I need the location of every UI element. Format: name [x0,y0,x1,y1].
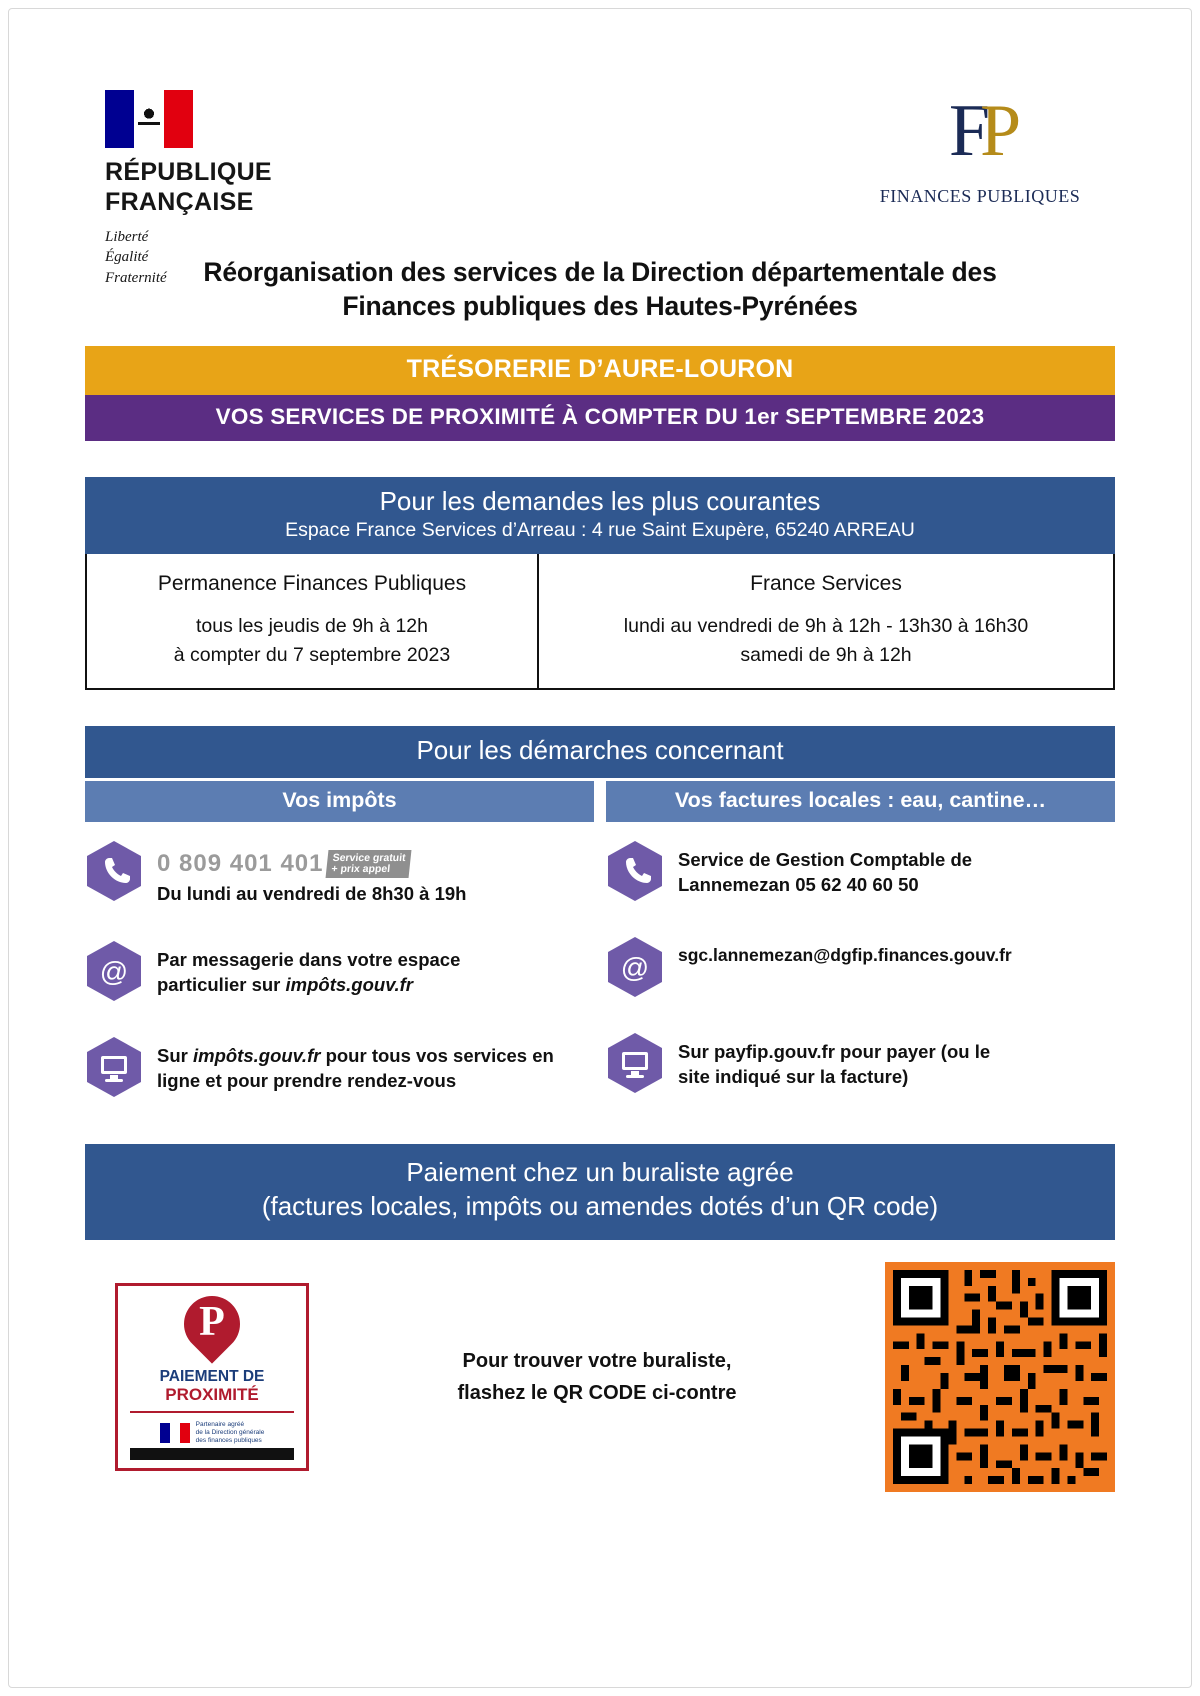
phone-impots-text [157,840,466,906]
web-impots-text [157,1036,594,1093]
svg-text:@: @ [620,952,650,984]
buraliste-instruction-line-2: flashez le QR CODE ci-contre [457,1381,737,1404]
contact-row-email-sgc [606,936,1115,998]
republique-francaise-logo [105,90,365,288]
permanence-line-1: tous les jeudis de 9h à 12h [195,614,428,637]
phone-sgc-line-1: Service de Gestion Comptable de [678,849,973,871]
demarches-subheaders [85,781,1115,822]
finances-publiques-label: FINANCES PUBLIQUES [879,186,1081,206]
phone-icon [85,840,143,902]
buraliste-header-line-2: (factures locales, impôts ou amendes dotés d’un QR code) [261,1191,939,1222]
contact-row-web-impots [85,1036,594,1098]
motto-fraternite: Fraternité [105,269,167,286]
monitor-icon [606,1032,664,1094]
france-services-line-1: lundi au vendredi de 9h à 12h - 13h30 à 16h30 [623,614,1029,637]
paiement-proximite-title [122,1368,302,1405]
phone-icon [606,840,664,902]
france-services-title: France Services [750,572,902,596]
map-pin-icon [184,1296,240,1366]
permanence-cell [87,554,539,688]
logo-footer-bar [130,1448,294,1460]
section-demandes-courantes [85,477,1115,691]
messagerie-line-2-prefix: particulier sur [157,973,286,995]
messagerie-line-2 [157,973,460,997]
at-sign-icon [606,936,664,998]
web-payfip-line-2: site indiqué sur la facture) [678,1065,909,1087]
demandes-courantes-address: Espace France Services d’Arreau : 4 rue Saint Exupère, 65240 ARREAU [285,519,915,542]
logo-partner-block [122,1419,302,1448]
pin-letter: P [199,1298,225,1345]
web-payfip-line-1: Sur payfip.gouv.fr pour payer (ou le [678,1041,991,1063]
banner-services-proximite: VOS SERVICES DE PROXIMITÉ À COMPTER DU 1er SEPTEMBRE 2023 [85,395,1115,441]
page-title-line-2: Finances publiques des Hautes-Pyrénées [342,290,858,321]
logo-fine-print [196,1421,265,1444]
finances-publiques-logo [855,90,1105,207]
phone-hours-impots: Du lundi au vendredi de 8h30 à 19h [157,882,467,904]
free-service-tag-line-2: + prix appel [331,863,392,876]
contact-row-phone-impots [85,840,594,906]
buraliste-instruction-line-1: Pour trouver votre buraliste, [462,1349,732,1372]
permanence-line-2: à compter du 7 septembre 2023 [173,644,451,667]
fp-monogram-icon: FP [948,90,1012,172]
svg-text:@: @ [99,956,129,988]
at-sign-icon [85,940,143,1002]
banner-tresorerie: TRÉSORERIE D’AURE-LOURON [85,346,1115,395]
buraliste-instruction [309,1345,885,1409]
spacer-1 [85,441,1115,477]
mini-french-flag-icon [160,1423,190,1443]
paiement-proximite-logo [115,1283,309,1472]
republic-motto [105,227,365,288]
web-impots-rest: pour tous vos services en ligne et pour prendre rendez-vous [157,1045,554,1091]
messagerie-line-1: Par messagerie dans votre espace [157,949,461,971]
section-buraliste [85,1144,1115,1492]
republic-line-2: FRANÇAISE [105,187,254,216]
spacer-2 [85,690,1115,726]
poster-content [85,0,1115,1492]
free-service-tag-line-1: Service gratuit [332,852,407,865]
motto-egalite: Égalité [105,249,149,266]
monitor-icon [85,1036,143,1098]
phone-sgc-line-2: Lannemezan 05 62 40 60 50 [678,873,919,895]
web-payfip-text [678,1032,990,1089]
french-flag-icon [105,90,193,148]
demandes-courantes-table [85,554,1115,690]
contact-row-messagerie-impots [85,940,594,1002]
section-demarches [85,726,1115,1132]
buraliste-body [85,1262,1115,1492]
republic-line-1: RÉPUBLIQUE [105,158,272,186]
column-factures-locales [606,840,1115,1132]
france-services-line-2: samedi de 9h à 12h [740,644,912,667]
fine-print-line-2: de la Direction générale [195,1428,265,1436]
republic-name [105,158,365,217]
contact-row-phone-sgc [606,840,1115,902]
contact-row-web-payfip [606,1032,1115,1094]
page-title-line-1: Réorganisation des services de la Direction départementale des [203,257,997,287]
phone-sgc-text [678,840,972,897]
demarches-header: Pour les démarches concernant [85,726,1115,778]
column-impots [85,840,594,1132]
paiement-proximite-line-1: PAIEMENT DE [159,1367,265,1385]
france-services-cell [539,554,1113,688]
buraliste-header-line-1: Paiement chez un buraliste agrée [406,1157,794,1188]
web-impots-site: impôts.gouv.fr [192,1045,321,1067]
demandes-courantes-title: Pour les demandes les plus courantes [379,485,821,516]
messagerie-impots-text [157,940,460,997]
logo-divider [130,1411,294,1413]
fine-print-line-1: Partenaire agréé [195,1420,245,1428]
qr-code-image [885,1262,1115,1492]
demarches-columns [85,840,1115,1132]
demandes-courantes-header [85,477,1115,555]
phone-number-impots: 0 809 401 401 [157,850,324,878]
motto-liberte: Liberté [105,229,149,245]
buraliste-header [85,1144,1115,1240]
paiement-proximite-line-2: PROXIMITÉ [165,1385,259,1405]
fine-print-line-3: des finances publiques [195,1436,262,1444]
messagerie-site: impôts.gouv.fr [285,973,413,995]
subheader-vos-impots: Vos impôts [85,781,594,822]
qr-code [885,1262,1115,1492]
web-impots-prefix: Sur [157,1045,193,1067]
email-sgc-text: sgc.lannemezan@dgfip.finances.gouv.fr [678,945,1012,966]
subheader-factures-locales: Vos factures locales : eau, cantine… [606,781,1115,822]
free-service-tag [326,850,412,878]
permanence-title: Permanence Finances Publiques [157,572,467,596]
